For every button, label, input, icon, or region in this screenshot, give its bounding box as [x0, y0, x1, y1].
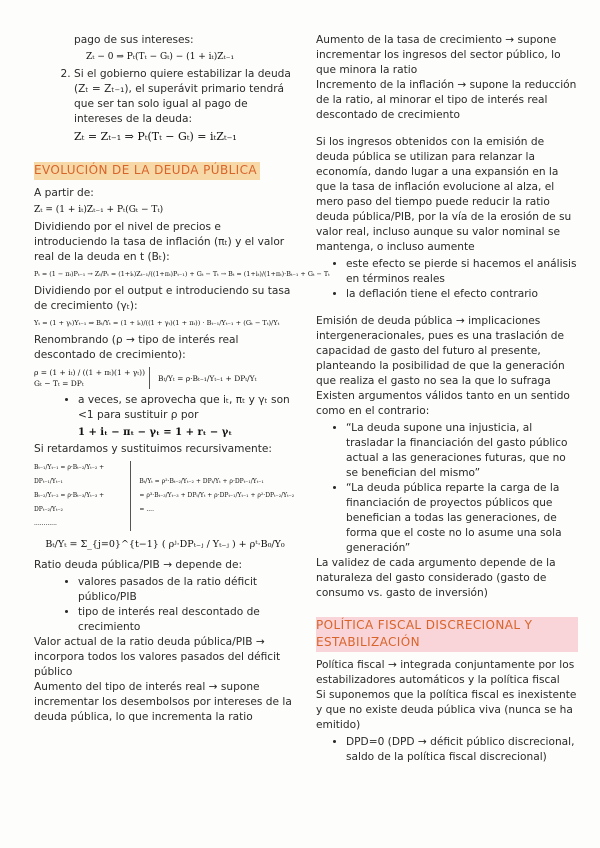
dividiendo-output-text: Dividiendo por el output e introduciendo su tasa de crecimiento (γₜ):: [34, 285, 291, 312]
rho-definition-block: [34, 367, 296, 389]
a-partir-text: A partir de:: [34, 187, 94, 199]
rho-definition: ρ = (1 + iₜ) / ((1 + πₜ)(1 + γₜ)): [34, 368, 145, 377]
si-retardamos-text: Si retardamos y sustituimos recursivamente:: [34, 443, 272, 455]
list-item: • “La deuda supone una injusticia, al trasladar la financiación del gasto público actual a las generaciones futuras, que no se benefician del mismo”: [346, 421, 578, 481]
recursive-left-3: ............: [34, 520, 57, 527]
valor-actual-text: Valor actual de la ratio deuda pública/PIB → incorpora todos los valores pasados del déficit público: [34, 636, 281, 678]
recursive-right-2: = ρ³·Bₜ₋₃/Yₜ₋₃ + DPₜ/Yₜ + ρ·DPₜ₋₁/Yₜ₋₁ + ρ²·DPₜ₋₂/Yₜ₋₂ = ....: [139, 492, 295, 513]
validez-text: La validez de cada argumento depende de la naturaleza del gasto considerado (gasto de consumo vs. gasto de inversión): [316, 557, 556, 599]
aveces-list: [34, 393, 296, 440]
section-title-politica: POLÍTICA FISCAL DISCRECIONAL Y ESTABILIZACIÓN: [316, 617, 578, 652]
list-item: • valores pasados de la ratio déficit público/PIB: [78, 575, 296, 605]
recursive-left-2: Bₜ₋₂/Yₜ₋₂ = ρ·Bₜ₋₃/Yₜ₋₃ + DPₜ₋₂/Yₜ₋₂: [34, 492, 105, 513]
ratio-depende-text: Ratio deuda pública/PIB → depende de:: [34, 559, 243, 571]
equation-aveces: 1 + iₜ − πₜ − γₜ = 1 + rₜ − γₜ: [78, 427, 233, 438]
list-item: • DPD=0 (DPD → déficit público discrecional, saldo de la política fiscal discrecional): [346, 735, 578, 765]
si-ingresos-text: Si los ingresos obtenidos con la emisión de deuda pública se utilizan para relanzar la economía, dando lugar a una expansión en la que la tasa de inflación evolucione al alza, el mero paso del tiempo puede reducir la ratio deuda pública/PIB, por la vía de la erosión de su valor real, incluso aunque su valor nominal se mantenga, o incluso aumente: [316, 136, 572, 253]
dpd-list: [316, 735, 578, 765]
summation-equation: Bₜ/Yₜ = Σ_{j=0}^{t−1} ( ρʲ·DPₜ₋ⱼ / Yₜ₋ⱼ ) + ρᵗ·B₀/Y₀: [45, 539, 285, 550]
recursive-left-1: Bₜ₋₁/Yₜ₋₁ = ρ·Bₜ₋₂/Yₜ₋₂ + DPₜ₋₁/Yₜ₋₁: [34, 464, 105, 485]
quotes-list: [316, 421, 578, 556]
ratio-list: [34, 575, 296, 635]
existen-text: Existen argumentos válidos tanto en un sentido como en el contrario:: [316, 390, 570, 417]
list-item: [78, 393, 296, 440]
emision-text: Emisión de deuda pública → implicaciones intergeneracionales, pues es una traslación de capacidad de gasto del futuro al presente, planteando la posibilidad de que la generación que realiza el gasto no sea la que lo sufraga: [316, 315, 565, 387]
section-title-evolucion: EVOLUCIÓN DE LA DEUDA PÚBLICA: [34, 162, 260, 180]
recursive-right-1: Bₜ/Yₜ = ρ²·Bₜ₋₂/Yₜ₋₂ + DPₜ/Yₜ + ρ·DPₜ₋₁/Yₜ₋₁: [139, 478, 264, 485]
list-item: • este efecto se pierde si hacemos el análisis en términos reales: [346, 257, 578, 287]
left-column: [34, 0, 330, 725]
equation-top: Zₜ − 0 ⇒ Pₜ(Tₜ − Gₜ) − (1 + iₜ)Zₜ₋₁: [86, 52, 235, 62]
rho-equation: Bₜ/Yₜ = ρ·Bₜ₋₁/Yₜ₋₁ + DPₜ/Yₜ: [158, 373, 257, 383]
equation-dividiendo-output: Yₜ = (1 + γₜ)Yₜ₋₁ ⇒ Bₜ/Yₜ = (1 + iₜ)/((1 + γₜ)(1 + πₜ)) · Bₜ₋₁/Yₜ₋₁ + (Gₜ − Tₜ)/Yₜ: [34, 319, 280, 327]
item2-text: Si el gobierno quiere estabilizar la deuda (Zₜ = Zₜ₋₁), el superávit primario tendrá que ser tan solo igual al pago de intereses de la deuda:: [74, 68, 291, 125]
numbered-list: [34, 67, 296, 144]
list-item: • la deflación tiene el efecto contrario: [346, 287, 578, 302]
politica-fiscal-text: Política fiscal → integrada conjuntamente por los estabilizadores automáticos y la política fiscal: [316, 659, 575, 686]
renombrando-text: Renombrando (ρ → tipo de interés real descontado de crecimiento):: [34, 334, 239, 361]
aumento-tasa-text: Aumento de la tasa de crecimiento → supone incrementar los ingresos del sector público, lo que minora la ratio: [316, 34, 561, 76]
dp-definition: Gₜ − Tₜ = DPₜ: [34, 379, 84, 388]
equation-a-partir: Zₜ = (1 + iₜ)Zₜ₋₁ + Pₜ(Gₜ − Tₜ): [34, 205, 164, 215]
list-item: • tipo de interés real descontado de crecimiento: [78, 605, 296, 635]
top-text: pago de sus intereses:: [74, 34, 194, 46]
aveces-text: a veces, se aprovecha que iₜ, πₜ y γₜ son <1 para sustituir ρ por: [78, 394, 290, 421]
dividiendo-precios-text: Dividiendo por el nivel de precios e introduciendo la tasa de inflación (πₜ) y el valor real de la deuda en t (Bₜ):: [34, 221, 285, 263]
incremento-inflacion-text: Incremento de la inflación → supone la reducción de la ratio, al minorar el tipo de interés real descontado de crecimiento: [316, 79, 577, 121]
list-item: • “La deuda pública reparte la carga de la financiación de proyectos públicos que benefician a todas las generaciones, de forma que el coste no lo asume una sola generación”: [346, 481, 578, 556]
aumento-tipo-text: Aumento del tipo de interés real → supone incrementar los desembolsos por intereses de la deuda pública, lo que incrementa la ratio: [34, 681, 292, 723]
list-item: [74, 67, 296, 144]
efecto-list: [316, 257, 578, 302]
si-suponemos-text: Si suponemos que la política fiscal es inexistente y que no existe deuda pública viva (nunca se ha emitido): [316, 689, 577, 731]
right-column: [316, 0, 578, 765]
recursive-block: [34, 461, 296, 531]
equation-dividiendo-precios: Pₜ = (1 − πₜ)Pₜ₋₁ → Zₜ/Pₜ = (1+iₜ)Zₜ₋₁/((1+πₜ)Pₜ₋₁) + Gₜ − Tₜ → Bₜ = (1+iₜ)/(1+πₜ)·Bₜ₋₁ + Gₜ − Tₜ: [34, 270, 330, 278]
equation-item2: Zₜ = Zₜ₋₁ ⇒ Pₜ(Tₜ − Gₜ) = iₜZₜ₋₁: [74, 130, 237, 143]
